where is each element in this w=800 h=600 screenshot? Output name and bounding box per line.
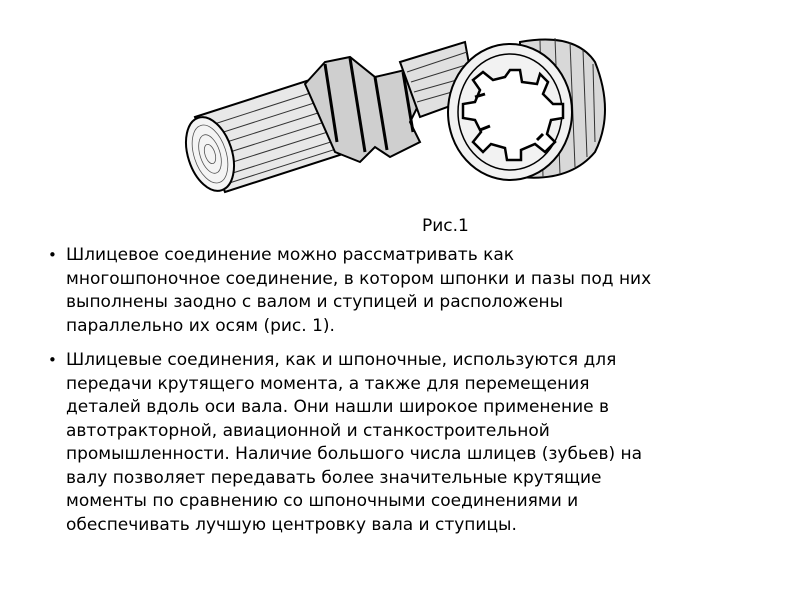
spline-connection-figure bbox=[175, 22, 625, 207]
bullet-list bbox=[48, 244, 748, 548]
bullet-line: автотракторной, авиационной и станкостроительной bbox=[66, 420, 550, 441]
bullet-item-2 bbox=[48, 349, 748, 537]
bullet-item-1 bbox=[48, 244, 748, 338]
bullet-line: выполнены заодно с валом и ступицей и расположены bbox=[66, 292, 564, 312]
bullet-line: обеспечивать лучшую центровку вала и ступицы. bbox=[66, 514, 517, 535]
bullet-line: передачи крутящего момента, а также для перемещения bbox=[66, 373, 590, 394]
bullet-line: моменты по сравнению со шпоночными соединениями и bbox=[66, 491, 579, 511]
bullet-line: деталей вдоль оси вала. Они нашли широкое применение в bbox=[66, 397, 610, 417]
hub bbox=[448, 38, 605, 180]
bullet-line: многошпоночное соединение, в котором шпонки и пазы под них bbox=[66, 268, 652, 289]
bullet-line: промышленности. Наличие большого числа шлицев (зубьев) на bbox=[66, 444, 643, 464]
bullet-line: Шлицевое соединение можно рассматривать как bbox=[66, 245, 515, 265]
bullet-marker: • bbox=[48, 246, 57, 264]
spline-shaft-and-hub-illustration bbox=[175, 22, 625, 207]
bullet-marker: • bbox=[48, 351, 57, 369]
bullet-line: параллельно их осям (рис. 1). bbox=[66, 315, 335, 336]
bullet-line: валу позволяет передавать более значительные крутящие bbox=[66, 467, 602, 488]
figure-caption: Рис.1 bbox=[422, 216, 469, 236]
bullet-line: Шлицевые соединения, как и шпоночные, используются для bbox=[66, 350, 617, 370]
